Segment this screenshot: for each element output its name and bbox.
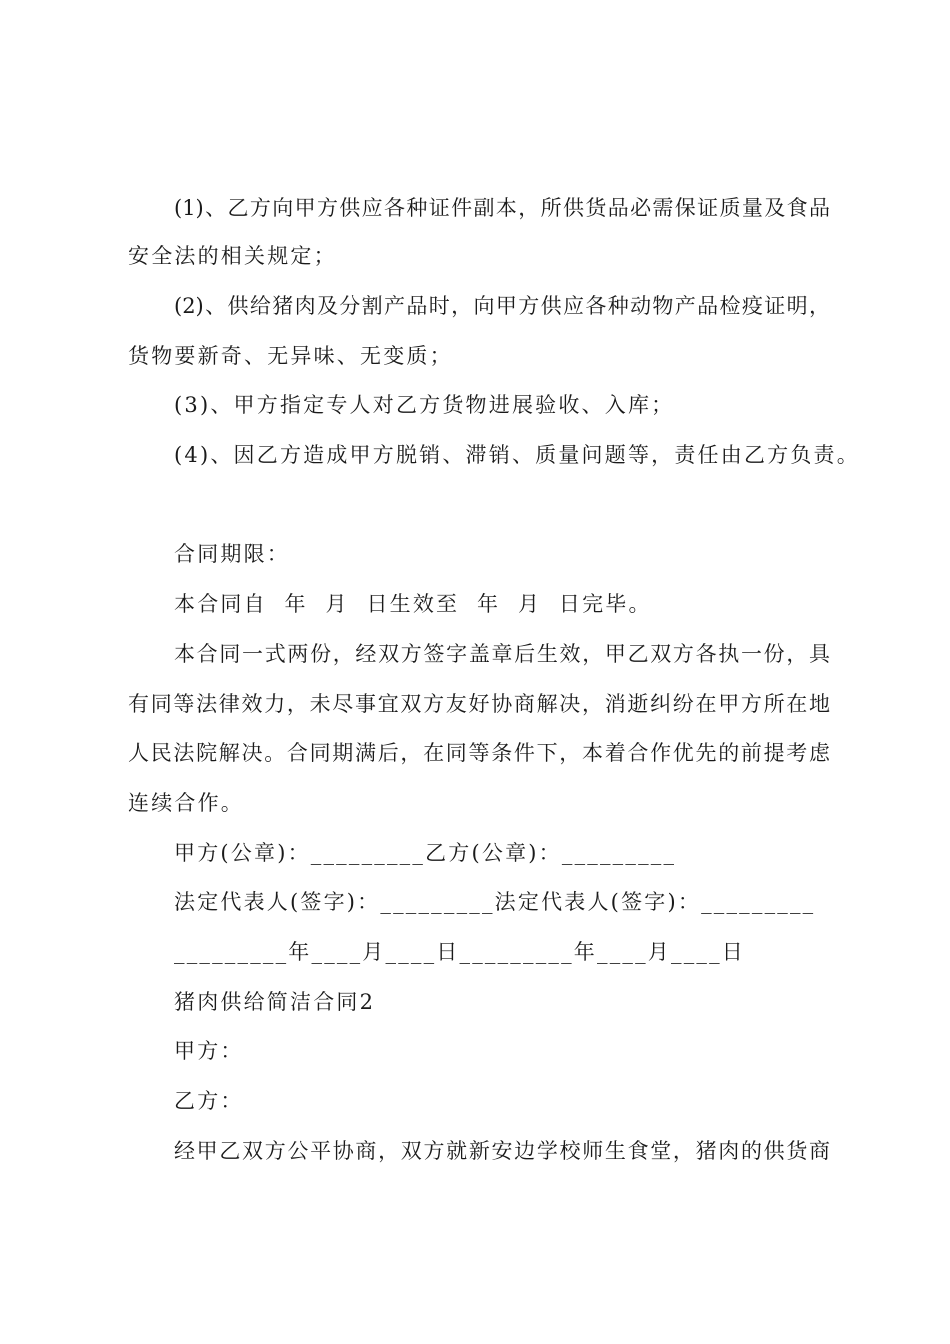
clause-1-line-1: (1)、乙方向甲方供应各种证件副本，所供货品必需保证质量及食品	[174, 196, 830, 220]
representative-line: 法定代表人(签字)：_________法定代表人(签字)：_________	[174, 890, 816, 914]
clause-4: (4)、因乙方造成甲方脱销、滞销、质量问题等，责任由乙方负责。	[174, 443, 860, 467]
party-b-label: 乙方：	[174, 1089, 244, 1113]
clause-2-line-1: (2)、供给猪肉及分割产品时，向甲方供应各种动物产品检疫证明，	[174, 294, 830, 318]
clause-1-line-2: 安全法的相关规定；	[128, 244, 337, 268]
final-paragraph-line-1: 本合同一式两份，经双方签字盖章后生效，甲乙双方各执一份，具	[174, 642, 830, 666]
date-line: _________年____月____日_________年____月____日	[174, 940, 745, 964]
term-sentence: 本合同自 年 月 日生效至 年 月 日完毕。	[174, 592, 652, 616]
clause-2-line-2: 货物要新奇、无异味、无变质；	[128, 344, 453, 368]
term-heading: 合同期限：	[174, 542, 290, 566]
final-paragraph-line-4: 连续合作。	[128, 791, 244, 815]
contract-2-title: 猪肉供给简洁合同2	[174, 990, 376, 1014]
final-paragraph-line-2: 有同等法律效力，未尽事宜双方友好协商解决，消逝纠纷在甲方所在地	[128, 692, 830, 716]
contract-2-intro: 经甲乙双方公平协商，双方就新安边学校师生食堂，猪肉的供货商	[174, 1139, 830, 1163]
final-paragraph-line-3: 人民法院解决。合同期满后，在同等条件下，本着合作优先的前提考虑	[128, 741, 830, 765]
seal-line: 甲方(公章)：_________乙方(公章)：_________	[174, 841, 677, 865]
clause-3: (3)、甲方指定专人对乙方货物进展验收、入库；	[174, 393, 675, 417]
party-a-label: 甲方：	[174, 1039, 244, 1063]
